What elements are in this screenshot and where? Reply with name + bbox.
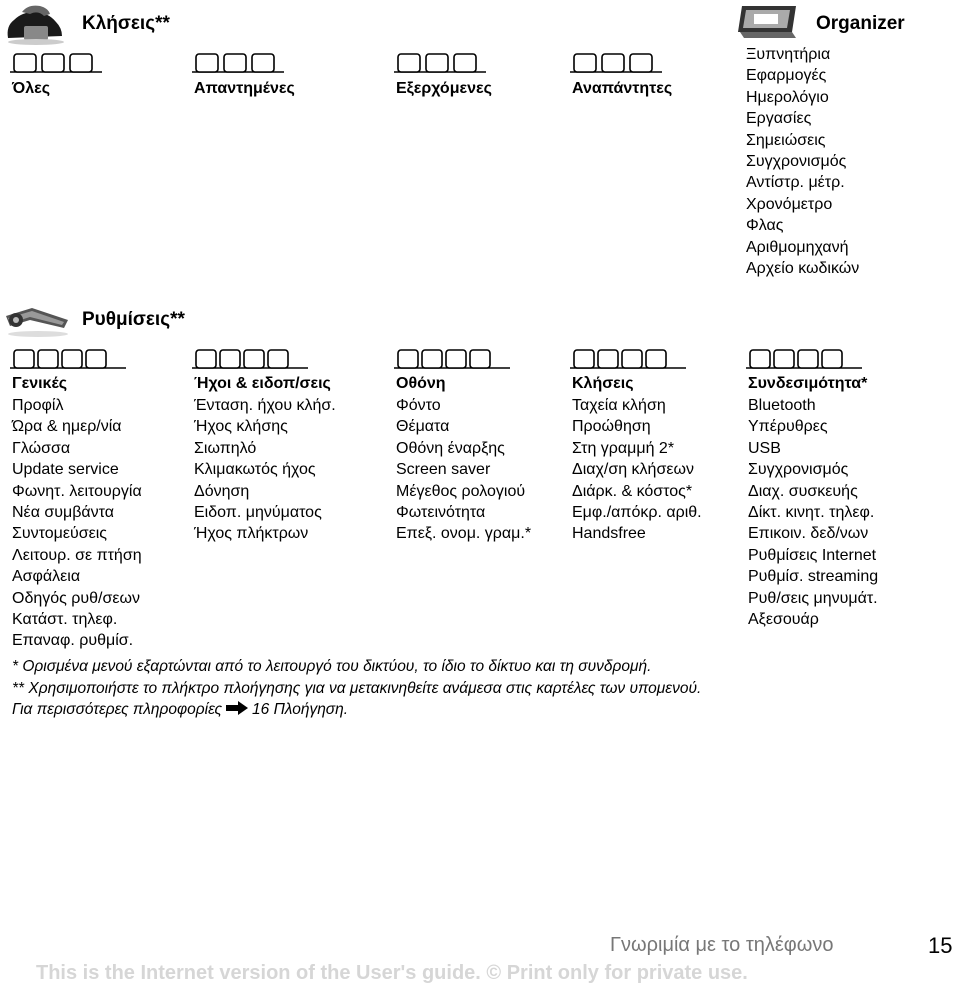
footnote-more-info [12,699,701,721]
watermark: This is the Internet version of the User's guide. © Print only for private use. [36,962,748,984]
footnotes [12,656,701,721]
organizer-item[interactable]: Αρχείο κωδικών [746,260,860,278]
list-item[interactable]: Σιωπηλό [194,439,257,457]
calls-tab-answered-icon [190,50,286,79]
settings-connectivity-list [748,395,878,630]
settings-tab-display[interactable]: Οθόνη [396,375,446,392]
organizer-item[interactable]: Ημερολόγιο [746,88,829,106]
calls-tab-outgoing-icon [392,50,488,79]
footnote-network: * Ορισμένα μενού εξαρτώνται από το λειτουργό του δικτύου, το ίδιο το δίκτυο και τη συνδρομή. [12,658,652,675]
footnote-navigation: ** Χρησιμοποιήστε το πλήκτρο πλοήγησης για να μετακινηθείτε ανάμεσα στις καρτέλες των υπομενού. [12,679,702,697]
arrow-right-icon [226,700,248,714]
list-item[interactable]: Εμφ./απόκρ. αριθ. [572,504,702,522]
settings-general-list [12,395,142,652]
tab-strip-icon [392,50,488,74]
list-item[interactable]: Ώρα & ημερ/νία [12,418,122,436]
list-item[interactable]: Διάρκ. & κόστος* [572,482,693,500]
calls-tab-missed[interactable]: Αναπάντητες [572,80,673,97]
list-item[interactable]: Μέγεθος ρολογιού [396,482,526,500]
calls-title: Κλήσεις** [82,13,170,34]
list-item[interactable]: Φόντο [396,397,441,414]
list-item[interactable]: Ταχεία κλήση [572,397,666,414]
list-item[interactable]: Ρυθμίσεις Internet [748,546,877,564]
more-info-link[interactable]: 16 Πλοήγηση. [252,701,349,718]
settings-tab-general[interactable]: Γενικές [12,375,68,392]
calls-tab-missed-icon [568,50,664,79]
tab-strip-icon [392,346,512,370]
list-item[interactable]: Screen saver [396,461,491,479]
settings-calls-list [572,395,702,545]
tab-strip-icon [568,346,688,370]
settings-tab-connectivity[interactable]: Συνδεσιμότητα* [748,375,868,392]
list-item[interactable]: Διαχ. συσκευής [748,482,858,500]
list-item[interactable]: Φωτεινότητα [396,504,486,522]
calls-tab-all-icon [8,50,104,79]
list-item[interactable]: Ήχος κλήσης [194,418,288,436]
list-item[interactable]: Λειτουρ. σε πτήση [12,546,142,564]
list-item[interactable]: Οδηγός ρυθ/σεων [12,589,140,607]
organizer-item[interactable]: Ξυπνητήρια [746,46,831,63]
organizer-item[interactable]: Σημειώσεις [746,131,826,149]
calls-tab-all[interactable]: Όλες [12,80,51,97]
settings-tab-sounds[interactable]: Ήχοι & ειδοπ/σεις [194,375,331,392]
organizer-item[interactable]: Συγχρονισμός [746,153,847,171]
footer-section-title: Γνωριμία με το τηλέφωνο [610,934,834,956]
organizer-list [746,44,859,279]
page-number: 15 [928,933,953,958]
tab-strip-icon [190,346,310,370]
list-item[interactable]: Δίκτ. κινητ. τηλεφ. [748,504,875,522]
list-item[interactable]: Υπέρυθρες [748,418,828,436]
list-item[interactable]: Συντομεύσεις [12,525,108,543]
tab-strip-icon [8,50,104,74]
list-item[interactable]: Ρυθ/σεις μηνυμάτ. [748,589,878,607]
list-item[interactable]: Ένταση. ήχου κλήσ. [194,397,336,414]
calls-tab-answered[interactable]: Απαντημένες [194,80,295,97]
list-item[interactable]: Δόνηση [194,482,250,500]
list-item[interactable]: Νέα συμβάντα [12,504,115,522]
list-item[interactable]: Handsfree [572,525,646,543]
settings-tab-icon [568,346,688,375]
list-item[interactable]: Φωνητ. λειτουργία [12,482,142,500]
organizer-item[interactable]: Εφαρμογές [746,67,827,85]
list-item[interactable]: Διαχ/ση κλήσεων [572,461,694,479]
tab-strip-icon [568,50,664,74]
list-item[interactable]: Ειδοπ. μηνύματος [194,504,322,522]
list-item[interactable]: Bluetooth [748,397,816,414]
list-item[interactable]: Κλιμακωτός ήχος [194,461,316,479]
settings-tab-icon [744,346,864,375]
organizer-item[interactable]: Εργασίες [746,110,812,128]
settings-tab-icon [8,346,128,375]
list-item[interactable]: Κατάστ. τηλεφ. [12,611,118,629]
tab-strip-icon [744,346,864,370]
organizer-item[interactable]: Αριθμομηχανή [746,238,849,256]
settings-title: Ρυθμίσεις** [82,309,185,330]
list-item[interactable]: Update service [12,461,119,479]
list-item[interactable]: Θέματα [396,418,450,436]
calls-tab-outgoing[interactable]: Εξερχόμενες [396,80,492,97]
list-item[interactable]: USB [748,439,781,457]
more-info-text: Για περισσότερες πληροφορίες [12,701,223,718]
settings-tab-icon [190,346,310,375]
organizer-item[interactable]: Αντίστρ. μέτρ. [746,174,845,192]
tab-strip-icon [190,50,286,74]
organizer-item[interactable]: Φλας [746,217,784,235]
list-item[interactable]: Επαναφ. ρυθμίσ. [12,632,134,650]
tab-strip-icon [8,346,128,370]
list-item[interactable]: Επικοιν. δεδ/νων [748,525,869,543]
settings-icon [2,298,74,338]
list-item[interactable]: Προώθηση [572,418,651,436]
list-item[interactable]: Αξεσουάρ [748,611,819,629]
list-item[interactable]: Προφίλ [12,397,64,414]
calls-icon [4,2,68,46]
organizer-title: Organizer [816,13,905,34]
list-item[interactable]: Οθόνη έναρξης [396,439,505,457]
list-item[interactable]: Ασφάλεια [12,568,81,586]
list-item[interactable]: Ήχος πλήκτρων [194,525,309,543]
list-item[interactable]: Στη γραμμή 2* [572,439,675,457]
settings-tab-calls[interactable]: Κλήσεις [572,375,634,392]
list-item[interactable]: Συγχρονισμός [748,461,849,479]
organizer-icon [736,2,802,46]
settings-tab-icon [392,346,512,375]
settings-sounds-list [194,395,336,545]
settings-display-list [396,395,531,545]
list-item[interactable]: Ρυθμίσ. streaming [748,568,879,586]
organizer-item[interactable]: Χρονόμετρο [746,195,833,213]
list-item[interactable]: Επεξ. ονομ. γραμ.* [396,525,532,543]
list-item[interactable]: Γλώσσα [12,439,71,457]
